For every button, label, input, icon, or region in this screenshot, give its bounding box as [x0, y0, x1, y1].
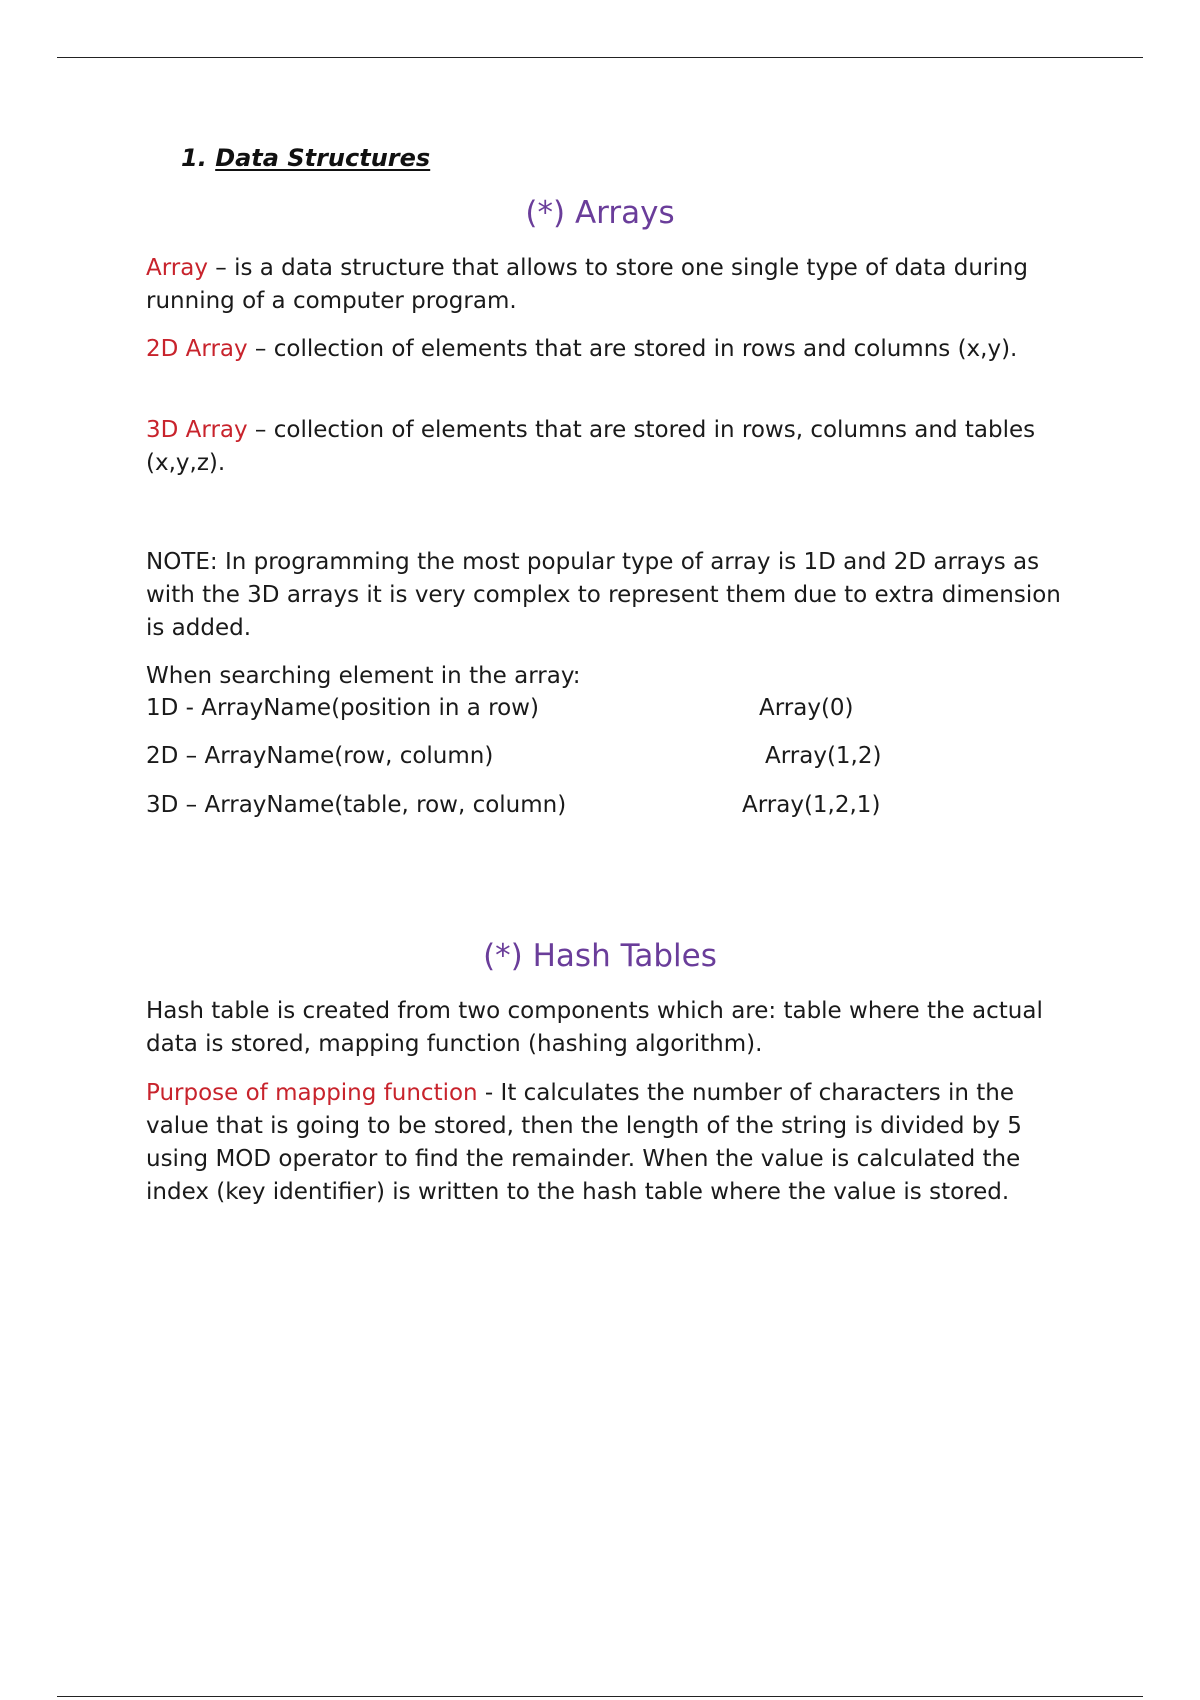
2d-array-term: 2D Array	[146, 336, 248, 362]
purpose-term: Purpose of mapping function	[146, 1080, 478, 1106]
2d-array-definition	[146, 333, 1066, 366]
search-example-2d: Array(1,2)	[765, 743, 882, 769]
array-term: Array	[146, 255, 208, 281]
3d-array-definition	[146, 414, 1066, 480]
3d-array-definition-text: – collection of elements that are stored in rows, columns and tables (x,y,z).	[146, 417, 1036, 476]
top-rule	[57, 57, 1143, 58]
array-definition-text: – is a data structure that allows to store one single type of data during running of a computer program.	[146, 255, 1028, 314]
hash-table-intro: Hash table is created from two components which are: table where the actual data is stored, mapping function (hashing algorithm).	[146, 998, 1043, 1057]
arrays-heading: (*) Arrays	[525, 195, 675, 231]
array-definition	[146, 252, 1066, 318]
title-number: 1.	[181, 144, 207, 172]
hash-tables-heading: (*) Hash Tables	[483, 938, 717, 974]
2d-array-definition-text: – collection of elements that are stored in rows and columns (x,y).	[247, 336, 1018, 362]
title-text: Data Structures	[215, 144, 431, 172]
purpose-text: - It calculates the number of characters in the value that is going to be stored, then the length of the string is divided by 5 using MOD operator to find the remainder. When the value is calculated the index (key identifier) is written to the hash table where the value is stored.	[146, 1080, 1022, 1205]
3d-array-term: 3D Array	[146, 417, 248, 443]
search-row-3d: 3D – ArrayName(table, row, column)	[146, 792, 567, 818]
search-example-3d: Array(1,2,1)	[742, 792, 881, 818]
bottom-rule	[57, 1696, 1143, 1697]
search-row-2d: 2D – ArrayName(row, column)	[146, 743, 494, 769]
search-intro: When searching element in the array:	[146, 663, 581, 689]
mapping-function-purpose	[146, 1077, 1076, 1209]
document-title	[181, 142, 430, 174]
note-paragraph: NOTE: In programming the most popular type of array is 1D and 2D arrays as with the 3D arrays it is very complex to represent them due to extra dimension is added.	[146, 549, 1061, 641]
search-row-1d: 1D - ArrayName(position in a row)	[146, 695, 539, 721]
search-example-1d: Array(0)	[759, 695, 854, 721]
